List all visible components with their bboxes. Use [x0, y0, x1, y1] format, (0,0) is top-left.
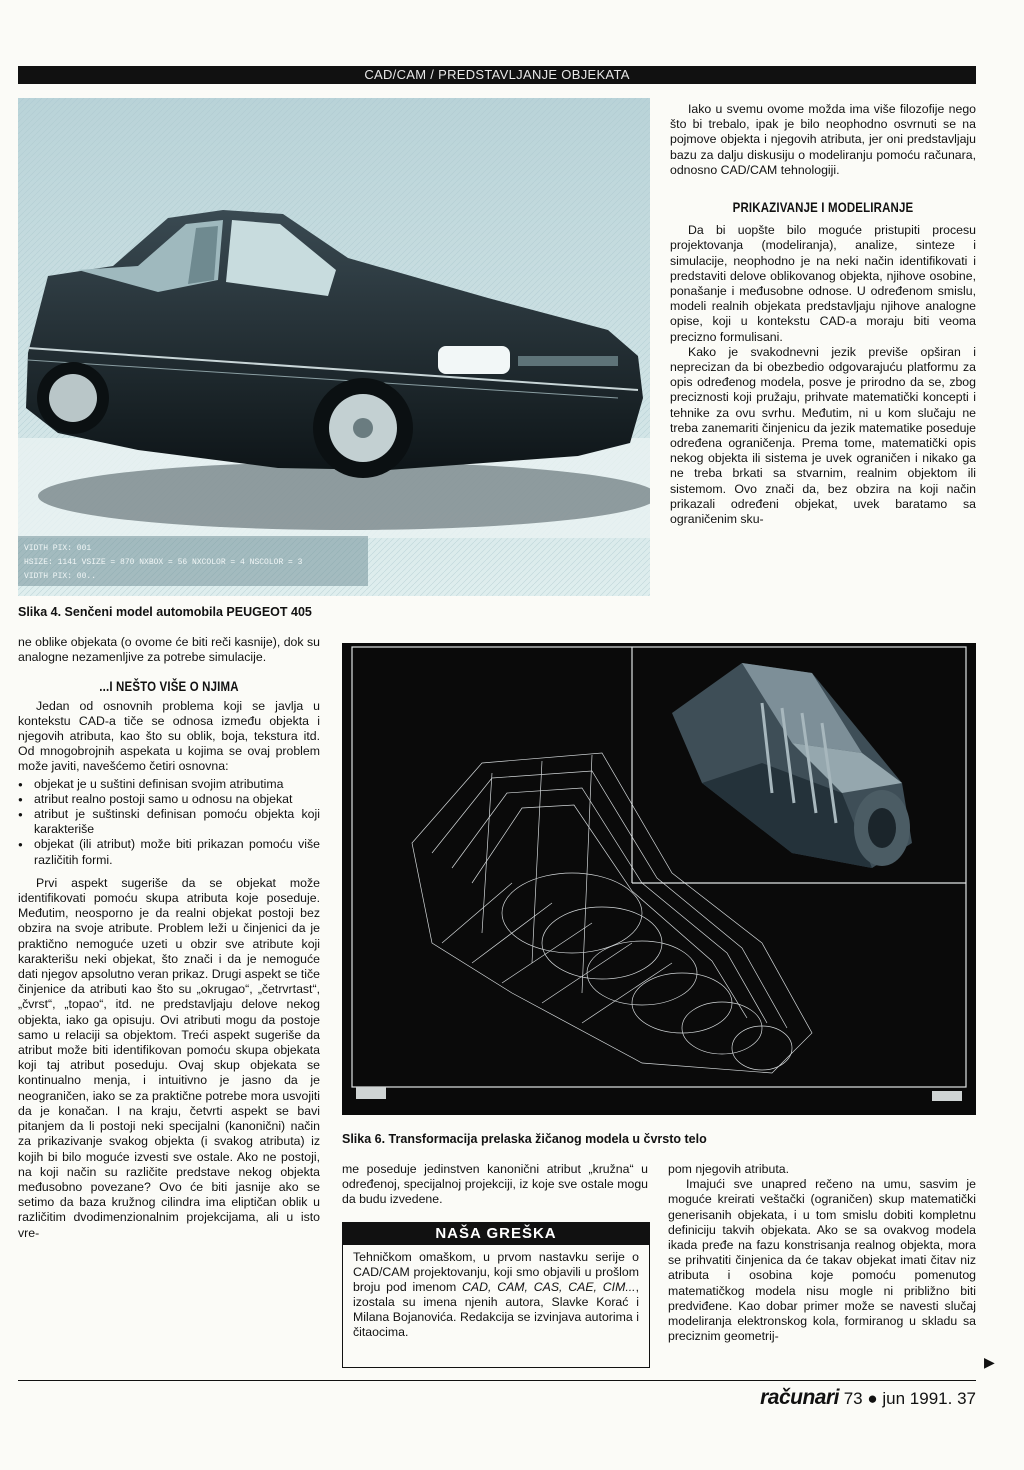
continue-arrow-icon: ▶: [984, 1354, 995, 1370]
figure-4-car-image: [18, 98, 650, 596]
paragraph: Prvi aspekt sugeriše da se objekat može identifikovati pomoću skupa atributa koje poseduje. Međutim, neosporno je da realni objekat postoji bez obzira na svoje atribute. Problem leži u činjenici da je praktično nemoguće uzeti u obzir sve atribute koji karakterišu neki objekat, što znači i da je nemoguće dati njegov apsolutno veran prikaz. Drugi aspekt se tiče činjenice da atributi kao što su „okrugao“, „četrvrtast“, „čvrst“, „topao“, itd. ne predstavljaju delove nekog objekta, iako ga opisuju. Ovi atributi mogu da postoje samo u relaciji sa objektom. Treći aspekt sugeriše da atribut može biti identifikovan pomoću skupa objekata koji taj atribut poseduju. Ovaj skup objekata se kontinualno menja, i intuitivno je jasno da je neograničen, iako se za praktične potrebe mora usvojiti da je konačan. I na kraju, četvrti aspekt se bavi pitanjem da li postoji neki specijalni (kanonični) način za prikazivanje svakog objekta (i svakog atributa) iz kojih bi bilo moguće izvesti sve ostale. Ako ne postoji, na koji način su različite predstave nekog objekta međusobno povezane? Ovo će biti jasnije ako se setimo da baza kružnog cilindra ima eliptičan oblik u različitim dvodimenzionalnim projekcijama, ali u isto vre-: [18, 875, 320, 1240]
paragraph: pom njegovih atributa.: [668, 1162, 789, 1176]
right-column-text: [670, 102, 976, 527]
list-item: ● objekat je u suštini definisan svojim atributima: [18, 777, 320, 792]
section-heading: PRIKAZIVANJE I MODELIRANJE: [732, 199, 914, 216]
section-title: CAD/CAM / PREDSTAVLJANJE OBJEKATA: [364, 67, 630, 82]
paragraph: Jedan od osnovnih problema koji se javlja u kontekstu CAD-a tiče se odnosa između objekta i njegovih atributa, kao što su oblik, boja, tekstura itd. Od mnogobrojnih aspekata u kojima se ovaj problem može javiti, navešćemo četiri osnovna:: [18, 698, 320, 774]
issue-date: jun 1991.: [882, 1389, 953, 1408]
section-header-bar: [18, 66, 976, 84]
figure-6-wireframe-image: [342, 643, 976, 1115]
svg-text:VIDTH PIX: 001: VIDTH PIX: 001: [24, 544, 92, 553]
bullet-list: [18, 777, 320, 868]
page-footer: [720, 1386, 976, 1410]
paragraph: Da bi uopšte bilo moguće pristupiti procesu projektovanja (modeliranja), analize, sinteze i simulacije, neophodno je na neki način identifikovati i predstaviti delove oblikovanog objekta, njihove osobine, ponašanje i međusobne odnose. U određenom smislu, modeli realnih objekata predstavljaju njihove analogne opise, koji u kontekstu CAD-a moraju biti veoma precizno formulisani.: [670, 223, 976, 344]
paragraph: Imajući sve unapred rečeno na umu, sasvim je moguće kreirati veštački (ograničen) skup matematički generisanih objekata, i u tom smislu dobiti kompletnu definiciju takvih objekata. Ako se sa ovakvog modela ikada pređe na fazu konstrisanja realnog objekta, mora se prihvatiti činjenica da će takav objekat imati čitav niz atributa i osobina koje pomoću pomenutog matematičkog modela nisu mogle ni približno biti predviđene. Kao dobar primer može se navesti slučaj modeliranja elektronskog kola, formiranog u skladu sa preciznim geometrij-: [668, 1177, 976, 1344]
list-item: ● objekat (ili atribut) može biti prikazan pomoću više različitih formi.: [18, 837, 320, 867]
page-number: 37: [957, 1389, 976, 1408]
left-column-text: [18, 635, 320, 1241]
footer-rule: [18, 1380, 976, 1381]
figure-4-caption: Slika 4. Senčeni model automobila PEUGEOT 405: [18, 605, 312, 619]
section-heading: ...I NEŠTO VIŠE O NJIMA: [99, 678, 239, 695]
wireframe-illustration: [342, 643, 976, 1115]
svg-text:HSIZE: 1141 VSIZE = 870 NXBO: HSIZE: 1141 VSIZE = 870 NXBOX = 56 NXCOLOR = 4 NSCOLOR = 3: [24, 558, 303, 567]
car-illustration: [18, 98, 650, 596]
far-right-column-text: [668, 1162, 976, 1344]
list-item: ● atribut realno postoji samo u odnosu na objekat: [18, 792, 320, 807]
paragraph: Iako u svemu ovome možda ima više filozofije nego što bi trebalo, ipak je bilo neophodno osvrnuti se na pojmove objekta i njegovih atributa, jer oni predstavljaju bazu za dalju diskusiju o modeliranju pomoću računara, odnosno CAD/CAM tehnologiji.: [670, 102, 976, 177]
figure-6-caption: Slika 6. Transformacija prelaska žičanog modela u čvrsto telo: [342, 1132, 707, 1146]
middle-column-text: [342, 1162, 648, 1208]
paragraph: me poseduje jedinstven kanonični atribut „kružna“ u određenoj, specijalnoj projekciji, iz koje sve ostale mogu da budu izvedene.: [342, 1162, 648, 1207]
erratum-box: [342, 1222, 650, 1368]
bullet-separator-icon: ●: [867, 1389, 878, 1408]
magazine-logo: računari: [760, 1386, 839, 1409]
list-item: ● atribut je suštinski definisan pomoću objekta koji karakteriše: [18, 807, 320, 837]
erratum-title: NAŠA GREŠKA: [343, 1223, 649, 1245]
solid-model-render: [672, 663, 912, 868]
erratum-text: Tehničkom omaškom, u prvom nastavku serije o CAD/CAM projektovanju, koji smo objavili u prošlom broju pod imenom CAD, CAM, CAS, CAE, CIM..., izostala su imena njenih autora, Slavke Korać i Milana Bojanovića. Redakcija se izvinjava autorima i čitaocima.: [353, 1250, 639, 1339]
svg-text:VIDTH PIX: 00..: VIDTH PIX: 00..: [24, 572, 97, 581]
paragraph: Kako je svakodnevni jezik previše opširan i neprecizan da bi obezbedio odgovarajuću platformu za opis određenog modela, posve je prirodno da se, zbog preciznosti koji pružaju, prihvate matematički koncepti i tehnike za ovu svrhu. Međutim, ni u kom slučaju ne treba zanemariti činjenicu da jezik matematike poseduje određena ograničenja. Prema tome, matematički opis nekog objekta ili sistema je uvek ograničen i nikako ga ne treba brkati sa stvarnim, realnim objektom ili sistemom. Ovo znači da, bez obzira na koji način prikazali određeni objekat, uvek baratamo sa ograničenim sku-: [670, 344, 976, 527]
paragraph: ne oblike objekata (o ovome će biti reči kasnije), dok su analogne nezamenljive za potrebe simulacije.: [18, 635, 320, 665]
issue-number: 73: [843, 1389, 863, 1408]
